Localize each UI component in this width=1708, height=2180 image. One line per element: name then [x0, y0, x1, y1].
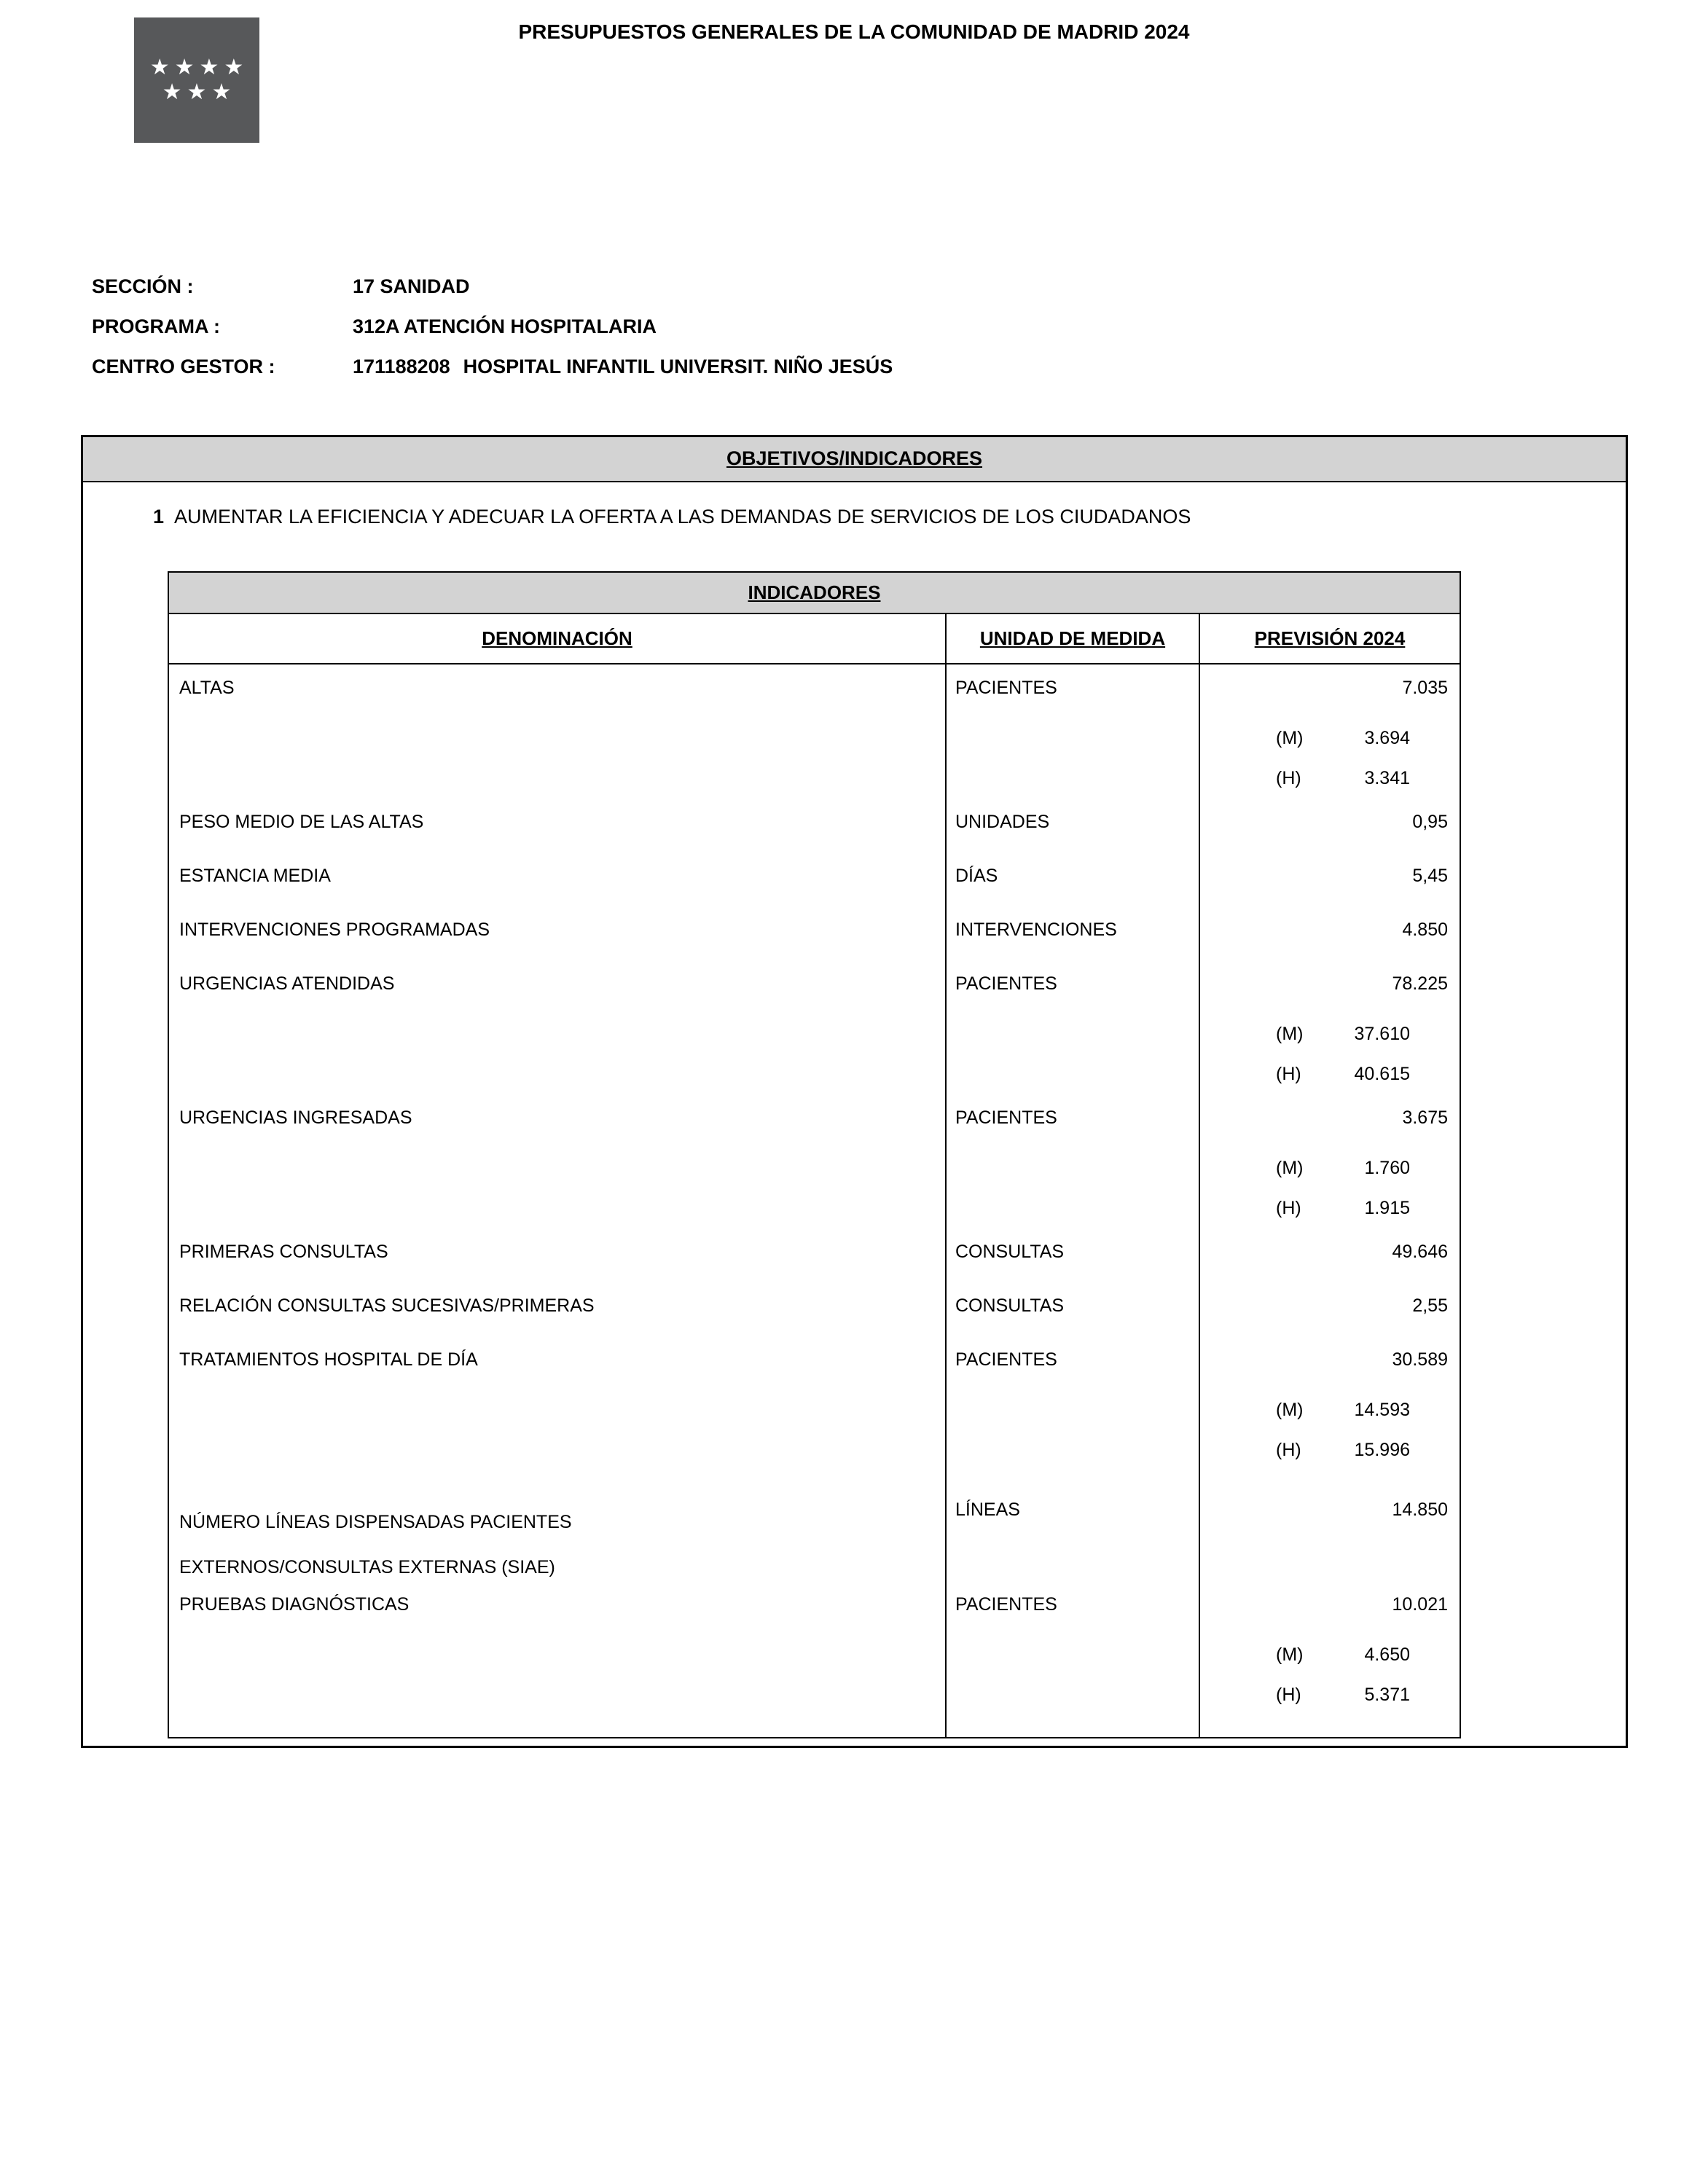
prevision-cell: 30.589 [1392, 1349, 1448, 1370]
unidad-cell: PACIENTES [947, 1094, 1200, 1148]
unidad-cell: PACIENTES [947, 960, 1200, 1014]
desglose-value: 3.694 [1364, 728, 1410, 748]
empty-cell [169, 1430, 947, 1470]
desglose-value: 15.996 [1354, 1440, 1410, 1460]
desglose-cell [1200, 1390, 1460, 1430]
indicator-subrow [169, 1148, 1460, 1188]
indicator-subrow [169, 1430, 1460, 1470]
desglose-cell [1200, 1014, 1460, 1054]
indicators-table [168, 571, 1461, 1738]
desglose-label: (H) [1276, 1440, 1301, 1460]
denominacion-cell: ESTANCIA MEDIA [169, 852, 947, 906]
desglose-cell [1200, 1675, 1460, 1715]
logo-stars-top-icon: ★★★★ [149, 55, 249, 79]
centro-gestor-code: 171188208 [353, 356, 450, 377]
empty-cell [169, 718, 947, 758]
table-filler-row [169, 1715, 1460, 1737]
prevision-cell: 7.035 [1402, 678, 1448, 698]
empty-cell [947, 1390, 1200, 1430]
programa-value: 312A ATENCIÓN HOSPITALARIA [353, 315, 657, 337]
unidad-cell: LÍNEAS [947, 1470, 1200, 1581]
empty-cell [169, 1054, 947, 1094]
denominacion-cell: URGENCIAS ATENDIDAS [169, 960, 947, 1014]
unidad-cell: PACIENTES [947, 1581, 1200, 1635]
centro-gestor-row [92, 347, 893, 387]
desglose-value: 4.650 [1364, 1644, 1410, 1665]
meta-block [92, 267, 893, 387]
column-header-denominacion: DENOMINACIÓN [169, 614, 947, 663]
indicator-subrow [169, 1675, 1460, 1715]
empty-cell [169, 1188, 947, 1228]
indicators-table-header [169, 614, 1460, 664]
prevision-cell: 10.021 [1392, 1594, 1448, 1615]
empty-cell [169, 1014, 947, 1054]
desglose-value: 5.371 [1364, 1685, 1410, 1705]
indicator-subrow [169, 1390, 1460, 1430]
indicator-subrow [169, 1054, 1460, 1094]
denominacion-cell: PRUEBAS DIAGNÓSTICAS [169, 1581, 947, 1635]
column-header-prevision: PREVISIÓN 2024 [1254, 627, 1406, 649]
desglose-cell [1200, 1054, 1460, 1094]
indicator-subrow [169, 1635, 1460, 1675]
objetivos-indicadores-box [81, 435, 1628, 1748]
desglose-value: 3.341 [1364, 768, 1410, 788]
empty-cell [947, 1675, 1200, 1715]
denominacion-cell: PRIMERAS CONSULTAS [169, 1228, 947, 1282]
objective-line [153, 506, 1582, 528]
prevision-cell: 49.646 [1392, 1242, 1448, 1262]
denominacion-cell: URGENCIAS INGRESADAS [169, 1094, 947, 1148]
indicator-row [169, 1336, 1460, 1390]
indicators-table-body [169, 664, 1460, 1737]
indicator-row [169, 852, 1460, 906]
desglose-label: (H) [1276, 1685, 1301, 1705]
desglose-label: (M) [1276, 1024, 1304, 1044]
empty-cell [947, 758, 1200, 799]
centro-gestor-label: CENTRO GESTOR : [92, 356, 275, 377]
denominacion-cell: NÚMERO LÍNEAS DISPENSADAS PACIENTES EXTERNOS/CONSULTAS EXTERNAS (SIAE) [169, 1470, 947, 1581]
desglose-value: 37.610 [1354, 1024, 1410, 1044]
unidad-cell: UNIDADES [947, 799, 1200, 852]
indicator-row [169, 1581, 1460, 1635]
empty-cell [169, 1675, 947, 1715]
unidad-cell: PACIENTES [947, 664, 1200, 718]
document-title: PRESUPUESTOS GENERALES DE LA COMUNIDAD DE MADRID 2024 [518, 20, 1190, 43]
denominacion-cell: PESO MEDIO DE LAS ALTAS [169, 799, 947, 852]
indicators-table-title: INDICADORES [169, 573, 1460, 614]
desglose-label: (H) [1276, 768, 1301, 788]
denominacion-cell: ALTAS [169, 664, 947, 718]
seccion-value: 17 SANIDAD [353, 275, 470, 297]
empty-cell [169, 758, 947, 799]
empty-cell [947, 1188, 1200, 1228]
prevision-cell: 2,55 [1412, 1295, 1448, 1316]
desglose-cell [1200, 1188, 1460, 1228]
indicator-row [169, 799, 1460, 852]
desglose-label: (H) [1276, 1064, 1301, 1084]
objetivos-box-title: OBJETIVOS/INDICADORES [83, 437, 1626, 482]
desglose-value: 1.915 [1364, 1198, 1410, 1218]
empty-cell [1200, 1715, 1460, 1737]
desglose-cell [1200, 1635, 1460, 1675]
indicator-row [169, 960, 1460, 1014]
desglose-value: 14.593 [1354, 1400, 1410, 1420]
desglose-cell [1200, 1430, 1460, 1470]
unidad-cell: DÍAS [947, 852, 1200, 906]
desglose-label: (H) [1276, 1198, 1301, 1218]
unidad-cell: INTERVENCIONES [947, 906, 1200, 960]
prevision-cell: 14.850 [1392, 1499, 1448, 1520]
column-header-unidad: UNIDAD DE MEDIDA [947, 614, 1200, 663]
denominacion-cell: RELACIÓN CONSULTAS SUCESIVAS/PRIMERAS [169, 1282, 947, 1336]
desglose-label: (M) [1276, 1400, 1304, 1420]
indicator-subrow [169, 1188, 1460, 1228]
indicator-row [169, 1228, 1460, 1282]
prevision-cell: 4.850 [1402, 920, 1448, 940]
seccion-label: SECCIÓN : [92, 275, 194, 297]
empty-cell [169, 1635, 947, 1675]
denominacion-cell: TRATAMIENTOS HOSPITAL DE DÍA [169, 1336, 947, 1390]
empty-cell [947, 718, 1200, 758]
indicator-row [169, 1094, 1460, 1148]
desglose-label: (M) [1276, 1644, 1304, 1665]
unidad-cell: PACIENTES [947, 1336, 1200, 1390]
programa-row [92, 307, 893, 347]
indicator-subrow [169, 718, 1460, 758]
indicator-row [169, 1470, 1460, 1581]
empty-cell [947, 1054, 1200, 1094]
empty-cell [947, 1148, 1200, 1188]
desglose-cell [1200, 1148, 1460, 1188]
centro-gestor-name: HOSPITAL INFANTIL UNIVERSIT. NIÑO JESÚS [463, 356, 893, 377]
empty-cell [169, 1715, 947, 1737]
seccion-row [92, 267, 893, 307]
empty-cell [947, 1635, 1200, 1675]
indicator-row [169, 664, 1460, 718]
indicator-row [169, 1282, 1460, 1336]
empty-cell [169, 1390, 947, 1430]
desglose-label: (M) [1276, 1158, 1304, 1178]
prevision-cell: 3.675 [1402, 1107, 1448, 1128]
desglose-value: 1.760 [1364, 1158, 1410, 1178]
indicator-row [169, 906, 1460, 960]
indicator-subrow [169, 1014, 1460, 1054]
unidad-cell: CONSULTAS [947, 1228, 1200, 1282]
indicator-subrow [169, 758, 1460, 799]
prevision-cell: 0,95 [1412, 812, 1448, 832]
objective-number: 1 [153, 506, 165, 528]
desglose-value: 40.615 [1354, 1064, 1410, 1084]
unidad-cell: CONSULTAS [947, 1282, 1200, 1336]
empty-cell [169, 1148, 947, 1188]
programa-label: PROGRAMA : [92, 315, 220, 337]
objective-text: AUMENTAR LA EFICIENCIA Y ADECUAR LA OFERTA A LAS DEMANDAS DE SERVICIOS DE LOS CIUDADANOS [174, 506, 1191, 528]
empty-cell [947, 1715, 1200, 1737]
desglose-cell [1200, 758, 1460, 799]
desglose-cell [1200, 718, 1460, 758]
denominacion-cell: INTERVENCIONES PROGRAMADAS [169, 906, 947, 960]
prevision-cell: 78.225 [1392, 973, 1448, 994]
empty-cell [947, 1430, 1200, 1470]
desglose-label: (M) [1276, 728, 1304, 748]
empty-cell [947, 1014, 1200, 1054]
prevision-cell: 5,45 [1412, 866, 1448, 886]
logo-stars-bottom-icon: ★★★ [162, 80, 237, 104]
